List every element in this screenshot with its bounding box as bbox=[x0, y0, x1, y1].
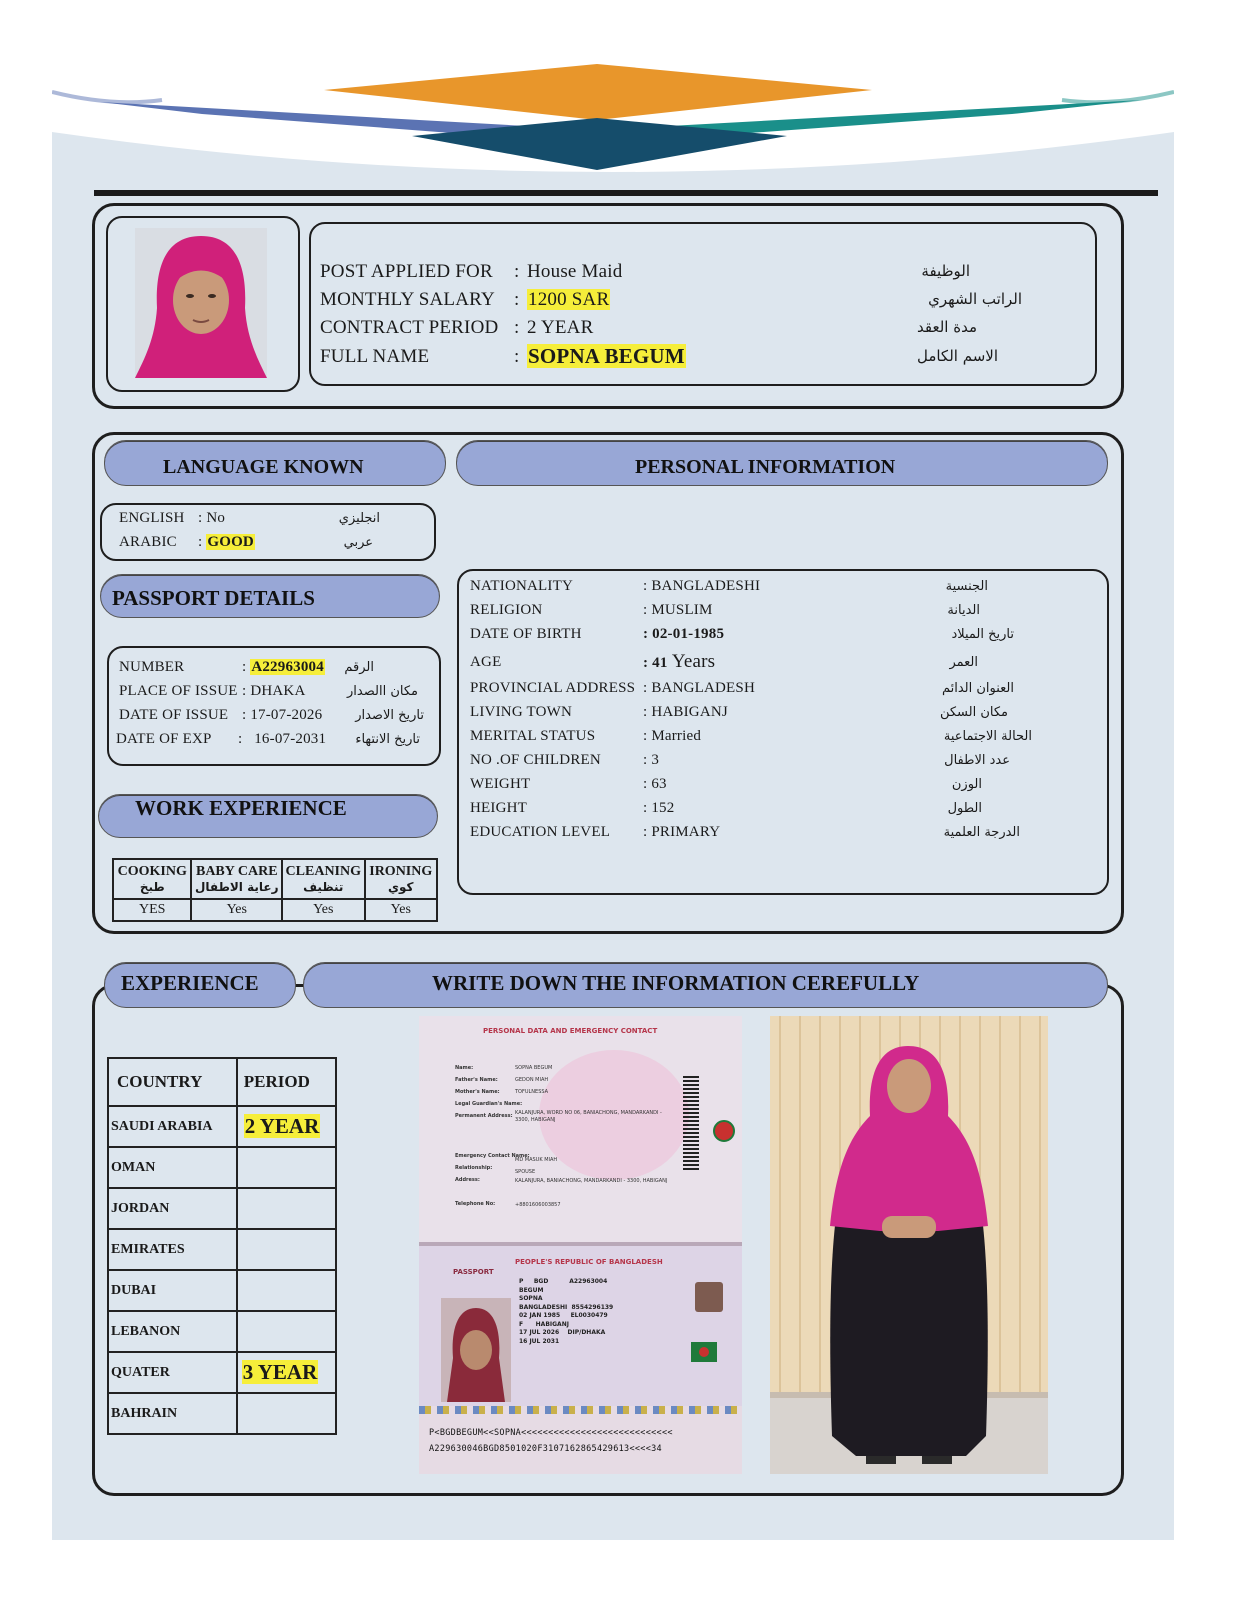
height-label: HEIGHT bbox=[470, 800, 528, 816]
write-down-title: WRITE DOWN THE INFORMATION CEREFULLY bbox=[432, 971, 920, 995]
personal-info-header bbox=[456, 440, 1108, 486]
arabic-label: ARABIC bbox=[119, 534, 177, 550]
weight-arabic: الوزن bbox=[951, 777, 982, 792]
passport-details-title: PASSPORT DETAILS bbox=[112, 586, 315, 610]
skill-ironing-en: IRONING bbox=[369, 864, 433, 879]
date-of-issue-label: DATE OF ISSUE bbox=[119, 707, 229, 723]
passport-number-arabic: الرقم bbox=[344, 660, 374, 675]
full-body-photo bbox=[770, 1016, 1048, 1474]
skill-cleaning-en: CLEANING bbox=[285, 864, 362, 879]
period-cell: 3 YEAR bbox=[242, 1360, 318, 1384]
post-applied-value: House Maid bbox=[527, 261, 623, 282]
passport-sex: F bbox=[519, 1320, 524, 1328]
passport-republic-title: PEOPLE'S REPUBLIC OF BANGLADESH bbox=[515, 1258, 663, 1266]
marital-status-arabic: الحالة الاجتماعية bbox=[943, 729, 1032, 744]
contact-label: Name: bbox=[455, 1065, 474, 1071]
passport-security-strip bbox=[419, 1406, 742, 1414]
work-experience-table bbox=[112, 858, 438, 922]
language-known-header bbox=[104, 440, 446, 486]
col-country-header: COUNTRY bbox=[108, 1058, 237, 1106]
period-cell bbox=[237, 1311, 336, 1352]
passport-prev-no: EL0030479 bbox=[570, 1312, 608, 1319]
country-cell: EMIRATES bbox=[108, 1229, 237, 1270]
personal-info-title: PERSONAL INFORMATION bbox=[635, 456, 896, 478]
country-cell: SAUDI ARABIA bbox=[108, 1106, 237, 1147]
contact-label: Address: bbox=[455, 1177, 480, 1183]
header-banner bbox=[52, 52, 1174, 192]
religion-label: RELIGION bbox=[470, 602, 543, 618]
marital-status-label: MERITAL STATUS bbox=[470, 728, 596, 744]
passport-bio-fields bbox=[519, 1278, 719, 1346]
passport-mrz-line-1: P<BGDBEGUM<<SOPNA<<<<<<<<<<<<<<<<<<<<<<<<<<<< bbox=[429, 1428, 673, 1438]
contact-value: KALANJURA, BANIACHONG, MANDARKANDI - 3300, HABIGANJ bbox=[515, 1178, 668, 1184]
passport-scan bbox=[419, 1016, 742, 1474]
weight-label: WEIGHT bbox=[470, 776, 531, 792]
contact-value: SPOUSE bbox=[515, 1169, 536, 1175]
skill-babycare-ar: رعاية الاطفال bbox=[195, 880, 279, 894]
provincial-address-value: BANGLADESH bbox=[651, 680, 755, 696]
passport-number-label: NUMBER bbox=[119, 659, 185, 675]
passport-mrz-line-2: A229630046BGD8501020F3107162865429613<<<<34 bbox=[429, 1444, 662, 1454]
country-cell: QUATER bbox=[108, 1352, 237, 1393]
marital-status-value: Married bbox=[651, 728, 702, 744]
skill-ironing-value: Yes bbox=[365, 899, 437, 921]
bangladesh-flag-icon bbox=[691, 1342, 717, 1362]
col-period-header: PERIOD bbox=[237, 1058, 336, 1106]
living-town-value: HABIGANJ bbox=[651, 704, 728, 720]
arabic-arabic: عربي bbox=[343, 535, 373, 550]
english-label: ENGLISH bbox=[119, 510, 185, 526]
skill-cleaning-value: Yes bbox=[282, 899, 365, 921]
education-label: EDUCATION LEVEL bbox=[470, 824, 611, 840]
contact-label: Emergency Contact Name: bbox=[455, 1153, 530, 1159]
passport-holder-photo bbox=[441, 1298, 511, 1402]
fullname-value: SOPNA BEGUM bbox=[528, 344, 685, 368]
dob-label: DATE OF BIRTH bbox=[470, 626, 582, 642]
contract-label: CONTRACT PERIOD bbox=[320, 317, 499, 338]
education-arabic: الدرجة العلمية bbox=[943, 825, 1020, 840]
height-arabic: الطول bbox=[947, 801, 982, 816]
passport-details-header bbox=[100, 574, 440, 618]
skill-ironing-ar: كوي bbox=[388, 880, 414, 894]
religion-arabic: الديانة bbox=[947, 603, 980, 618]
experience-table bbox=[107, 1057, 337, 1435]
age-unit: Years bbox=[671, 651, 716, 672]
height-value: 152 bbox=[651, 800, 675, 816]
passport-contact-values bbox=[515, 1062, 675, 1211]
fullname-label: FULL NAME bbox=[320, 346, 430, 367]
passport-word: PASSPORT bbox=[453, 1268, 494, 1276]
fullname-arabic: الاسم الكامل bbox=[916, 347, 998, 365]
contact-value: SOPNA BEGUM bbox=[515, 1065, 553, 1071]
work-experience-header bbox=[98, 794, 438, 838]
place-of-issue-label: PLACE OF ISSUE bbox=[119, 683, 238, 699]
write-down-header bbox=[303, 962, 1108, 1008]
experience-title: EXPERIENCE bbox=[121, 971, 259, 995]
country-cell: BAHRAIN bbox=[108, 1393, 237, 1434]
post-applied-arabic: الوظيفة bbox=[921, 262, 970, 280]
passport-country-code: BGD bbox=[533, 1278, 549, 1285]
fullname-colon: : bbox=[514, 346, 520, 367]
contact-value: TOFULNESSA bbox=[515, 1089, 549, 1095]
passport-dob: 02 JAN 1985 bbox=[519, 1312, 561, 1319]
contact-label: Telephone No: bbox=[455, 1201, 496, 1207]
date-of-exp-label: DATE OF EXP bbox=[116, 731, 212, 747]
contract-colon: : bbox=[514, 317, 520, 338]
skill-cooking-en: COOKING bbox=[117, 864, 187, 879]
passport-expiry: 16 JUL 2031 bbox=[519, 1337, 560, 1345]
dob-arabic: تاريخ الميلاد bbox=[951, 627, 1014, 642]
weight-value: 63 bbox=[651, 776, 667, 792]
passport-number-value: A22963004 bbox=[251, 659, 324, 675]
experience-header bbox=[104, 962, 296, 1008]
skill-cooking-value: YES bbox=[113, 899, 191, 921]
passport-authority: DIP/DHAKA bbox=[567, 1329, 606, 1336]
living-town-arabic: مكان السكن bbox=[939, 705, 1008, 720]
contact-label: Legal Guardian's Name: bbox=[455, 1101, 523, 1107]
nationality-arabic: الجنسية bbox=[945, 579, 988, 594]
passport-surname: BEGUM bbox=[519, 1286, 544, 1294]
passport-no: A22963004 bbox=[569, 1278, 608, 1285]
portrait-photo bbox=[135, 228, 267, 378]
post-applied-label: POST APPLIED FOR bbox=[320, 261, 493, 282]
country-cell: JORDAN bbox=[108, 1188, 237, 1229]
passport-ghost-photo bbox=[695, 1282, 723, 1312]
date-of-exp-value: 16-07-2031 bbox=[254, 731, 327, 747]
work-experience-title: WORK EXPERIENCE bbox=[135, 796, 347, 820]
contract-arabic: مدة العقد bbox=[917, 318, 977, 336]
children-label: NO .OF CHILDREN bbox=[470, 752, 601, 768]
contact-label: Mother's Name: bbox=[455, 1089, 500, 1095]
salary-colon: : bbox=[514, 289, 520, 310]
passport-barcode-icon bbox=[683, 1076, 699, 1172]
age-arabic: العمر bbox=[949, 655, 978, 670]
contract-value: 2 YEAR bbox=[527, 317, 594, 338]
period-cell bbox=[237, 1393, 336, 1434]
skill-cleaning-ar: تنظيف bbox=[303, 880, 344, 894]
skill-babycare-value: Yes bbox=[191, 899, 282, 921]
passport-issue-date: 17 JUL 2026 bbox=[519, 1329, 560, 1336]
country-cell: DUBAI bbox=[108, 1270, 237, 1311]
contact-label: Permanent Address: bbox=[455, 1113, 513, 1119]
passport-contact-heading: PERSONAL DATA AND EMERGENCY CONTACT bbox=[483, 1027, 658, 1035]
arabic-value: GOOD bbox=[207, 534, 254, 550]
english-value: No bbox=[206, 510, 226, 526]
provincial-address-label: PROVINCIAL ADDRESS bbox=[470, 680, 636, 696]
period-cell bbox=[237, 1270, 336, 1311]
period-cell bbox=[237, 1188, 336, 1229]
period-cell bbox=[237, 1147, 336, 1188]
place-of-issue-value: DHAKA bbox=[250, 683, 306, 699]
date-of-issue-value: 17-07-2026 bbox=[250, 707, 323, 723]
salary-arabic: الراتب الشهري bbox=[928, 290, 1022, 308]
contact-value: GEDON MIAH bbox=[515, 1077, 549, 1083]
age-value: 41 bbox=[652, 655, 668, 671]
contact-value: KALANJURA, WORD NO 06, BANIACHONG, MANDARKANDI - 3300, HABIGANJ bbox=[515, 1110, 662, 1123]
religion-value: MUSLIM bbox=[651, 602, 713, 618]
date-of-issue-arabic: تاريخ الاصدار bbox=[355, 708, 424, 723]
passport-given: SOPNA bbox=[519, 1295, 543, 1302]
english-arabic: انجليزي bbox=[338, 511, 380, 526]
children-arabic: عدد الاطفال bbox=[944, 753, 1010, 768]
contact-label: Father's Name: bbox=[455, 1077, 498, 1083]
bangladesh-emblem-icon bbox=[713, 1120, 735, 1142]
passport-nationality: BANGLADESHI bbox=[519, 1303, 568, 1311]
period-cell bbox=[237, 1229, 336, 1270]
education-value: PRIMARY bbox=[651, 824, 721, 840]
passport-type: P bbox=[519, 1278, 524, 1285]
country-cell: OMAN bbox=[108, 1147, 237, 1188]
language-known-title: LANGUAGE KNOWN bbox=[163, 456, 364, 478]
period-cell: 2 YEAR bbox=[244, 1114, 320, 1138]
nationality-value: BANGLADESHI bbox=[651, 578, 761, 594]
country-cell: LEBANON bbox=[108, 1311, 237, 1352]
passport-personal-no: 8554296139 bbox=[571, 1303, 614, 1311]
place-of-issue-arabic: مكان االصدار bbox=[347, 684, 418, 699]
nationality-label: NATIONALITY bbox=[470, 578, 574, 594]
provincial-address-arabic: العنوان الدائم bbox=[941, 681, 1014, 696]
skill-babycare-en: BABY CARE bbox=[195, 864, 278, 879]
date-of-exp-arabic: تاريخ الانتهاء bbox=[355, 732, 420, 747]
post-applied-colon: : bbox=[514, 261, 520, 282]
skill-cooking-ar: طبخ bbox=[139, 880, 165, 894]
salary-value: 1200 SAR bbox=[528, 289, 610, 310]
passport-birthplace: HABIGANJ bbox=[535, 1320, 569, 1328]
header-rule bbox=[94, 190, 1158, 196]
contact-value: MD MASUK MIAH bbox=[515, 1157, 558, 1163]
living-town-label: LIVING TOWN bbox=[470, 704, 573, 720]
age-label: AGE bbox=[470, 654, 502, 670]
contact-value bbox=[515, 1098, 675, 1110]
contact-label: Relationship: bbox=[455, 1165, 493, 1171]
contact-value: +8801606003857 bbox=[515, 1202, 561, 1208]
children-value: 3 bbox=[651, 752, 660, 768]
dob-value: 02-01-1985 bbox=[652, 626, 725, 642]
salary-label: MONTHLY SALARY bbox=[320, 289, 495, 310]
